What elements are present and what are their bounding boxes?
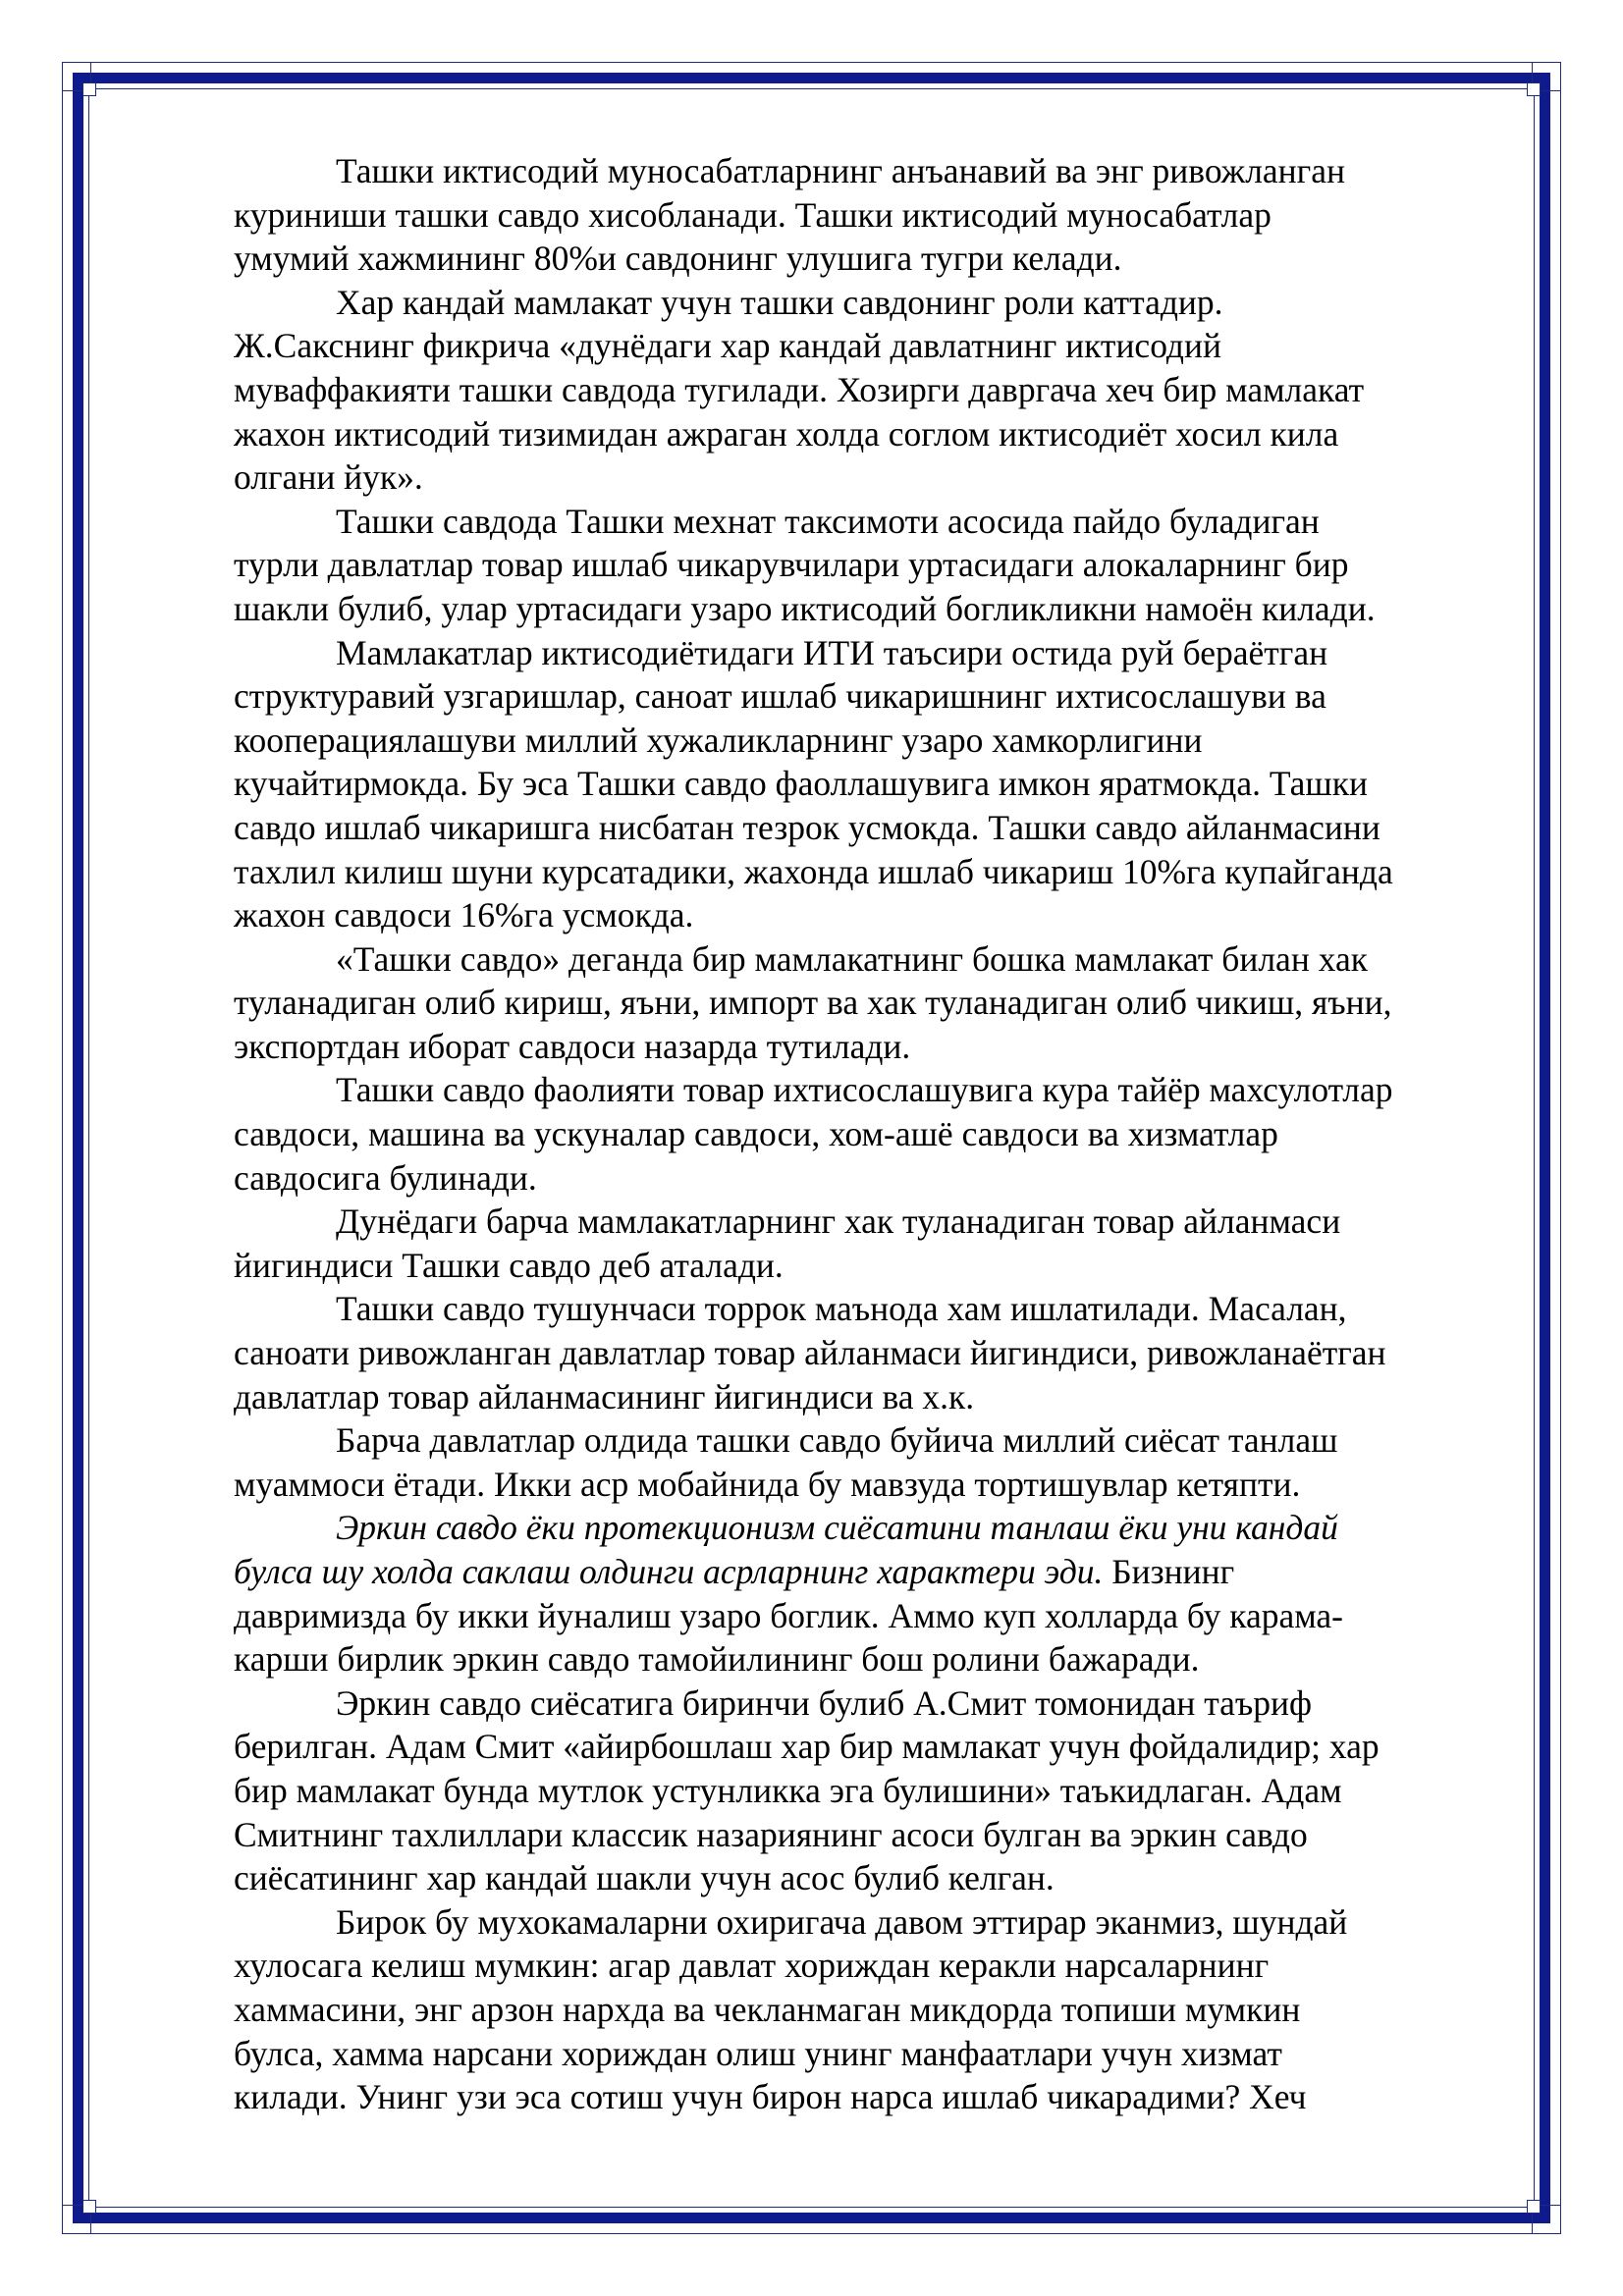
paragraph xyxy=(234,1682,1522,1900)
text-line: муаммоси ётади. Икки аср мобайнида бу мавзуда тортишувлар кетяпти. xyxy=(234,1464,1301,1504)
paragraph xyxy=(234,1900,1522,2119)
text-line: хаммасини, энг арзон нархда ва чекланмаган микдорда топиши мумкин xyxy=(234,1989,1301,2029)
text-line: олгани йук». xyxy=(234,457,423,498)
text-line: Смитнинг тахлиллари классик назариянинг асоси булган ва эркин савдо xyxy=(234,1814,1308,1854)
paragraph xyxy=(234,1287,1522,1418)
italic-text-line: Эркин савдо ёки протекционизм сиёсатини танлаш ёки уни кандай xyxy=(336,1508,1338,1548)
corner-mark-top-left xyxy=(82,82,96,96)
text-line: савдосига булинади. xyxy=(234,1157,537,1198)
text-line: берилган. Адам Смит «айирбошлаш хар бир мамлакат учун фойдалидир; хар xyxy=(234,1727,1380,1767)
text-line: давлатлар товар айланмасининг йигиндиси ва х.к. xyxy=(234,1376,975,1416)
paragraph xyxy=(234,281,1522,500)
text-line: жахон савдоси 16%га усмокда. xyxy=(234,895,694,935)
text-line: савдоси, машина ва ускуналар савдоси, хом-ашё савдоси ва хизматлар xyxy=(234,1114,1278,1154)
text-line: хулосага келиш мумкин: агар давлат хориждан керакли нарсаларнинг xyxy=(234,1946,1270,1986)
text-line: структуравий узгаришлар, саноат ишлаб чикаришнинг ихтисослашуви ва xyxy=(234,676,1326,717)
paragraph xyxy=(234,1418,1522,1506)
corner-mark-top-right xyxy=(1527,82,1541,96)
text-line: давримизда бу икки йуналиш узаро боглик. Аммо куп холларда бу карама- xyxy=(234,1595,1344,1635)
text-line: «Ташки савдо» деганда бир мамлакатнинг бошка мамлакат билан хак xyxy=(336,938,1368,979)
text-line: Ташки савдода Ташки мехнат таксимоти асосида пайдо буладиган xyxy=(336,501,1320,541)
text-line: Барча давлатлар олдида ташки савдо буйича миллий сиёсат танлаш xyxy=(336,1420,1338,1461)
text-line: йигиндиси Ташки савдо деб аталади. xyxy=(234,1245,784,1285)
paragraph xyxy=(234,149,1522,281)
text-line: бир мамлакат бунда мутлок устунликка эга булишини» таъкидлаган. Адам xyxy=(234,1770,1342,1810)
corner-mark-bottom-right xyxy=(1527,2200,1541,2214)
paragraph xyxy=(234,500,1522,631)
paragraph xyxy=(234,1506,1522,1681)
text-line: муваффакияти ташки савдода тугилади. Хозирги давргача хеч бир мамлакат xyxy=(234,369,1365,409)
text-line: умумий хажмининг 80%и савдонинг улушига тугри келади. xyxy=(234,239,1122,279)
text-line: тахлил килиш шуни курсатадики, жахонда ишлаб чикариш 10%га купайганда xyxy=(234,851,1393,891)
italic-text-line: булса шу холда саклаш олдинги асрларнинг характери эди. xyxy=(234,1552,1104,1591)
text-line: Бирок бу мухокамаларни охиригача давом эттирар эканмиз, шундай xyxy=(336,1901,1348,1942)
text-line: килади. Унинг узи эса сотиш учун бирон нарса ишлаб чикарадими? Хеч xyxy=(234,2077,1307,2117)
text-line: Эркин савдо сиёсатига биринчи булиб А.Смит томонидан таъриф xyxy=(336,1682,1313,1723)
text-line: туланадиган олиб кириш, яъни, импорт ва хак туланадиган олиб чикиш, яъни, xyxy=(234,983,1392,1023)
text-line: карши бирлик эркин савдо тамойилининг бош ролини бажаради. xyxy=(234,1639,1200,1680)
text-line: сиёсатининг хар кандай шакли учун асос булиб келган. xyxy=(234,1858,1055,1898)
text-line: Мамлакатлар иктисодиётидаги ИТИ таъсири остида руй бераётган xyxy=(336,632,1328,672)
text-line: Ташки савдо тушунчаси торрок маънода хам ишлатилади. Масалан, xyxy=(336,1289,1347,1329)
text-line: Ташки савдо фаолияти товар ихтисослашувига кура тайёр махсулотлар xyxy=(336,1070,1393,1110)
text-line: кооперациялашуви миллий хужаликларнинг узаро хамкорлигини xyxy=(234,720,1203,760)
text-line: саноати ривожланган давлатлар товар айланмаси йигиндиси, ривожланаётган xyxy=(234,1333,1386,1373)
text-line: шакли булиб, улар уртасидаги узаро иктисодий богликликни намоён килади. xyxy=(234,588,1376,628)
text-line-tail: Бизнинг xyxy=(1103,1552,1235,1591)
text-line: Ташки иктисодий муносабатларнинг анъанавий ва энг ривожланган xyxy=(336,151,1345,190)
text-line: савдо ишлаб чикаришга нисбатан тезрок усмокда. Ташки савдо айланмасини xyxy=(234,807,1380,847)
text-line: турли давлатлар товар ишлаб чикарувчилари уртасидаги алокаларнинг бир xyxy=(234,545,1349,585)
document-body xyxy=(234,149,1522,2119)
text-line: жахон иктисодий тизимидан ажраган холда соглом иктисодиёт хосил кила xyxy=(234,413,1339,454)
text-line: куриниши ташки савдо хисобланади. Ташки иктисодий муносабатлар xyxy=(234,194,1271,235)
text-line: булса, хамма нарсани хориждан олиш унинг манфаатлари учун хизмат xyxy=(234,2033,1282,2073)
text-line: Хар кандай мамлакат учун ташки савдонинг роли каттадир. xyxy=(336,282,1223,322)
text-line: Дунёдаги барча мамлакатларнинг хак туланадиган товар айланмаси xyxy=(336,1201,1341,1242)
text-line: экспортдан иборат савдоси назарда тутилади. xyxy=(234,1026,911,1066)
text-line: Ж.Сакснинг фикрича «дунёдаги хар кандай давлатнинг иктисодий xyxy=(234,326,1221,366)
corner-mark-bottom-left xyxy=(82,2200,96,2214)
paragraph xyxy=(234,937,1522,1069)
text-line: кучайтирмокда. Бу эса Ташки савдо фаоллашувига имкон яратмокда. Ташки xyxy=(234,764,1368,804)
paragraph xyxy=(234,1200,1522,1287)
paragraph xyxy=(234,1068,1522,1200)
paragraph xyxy=(234,631,1522,937)
